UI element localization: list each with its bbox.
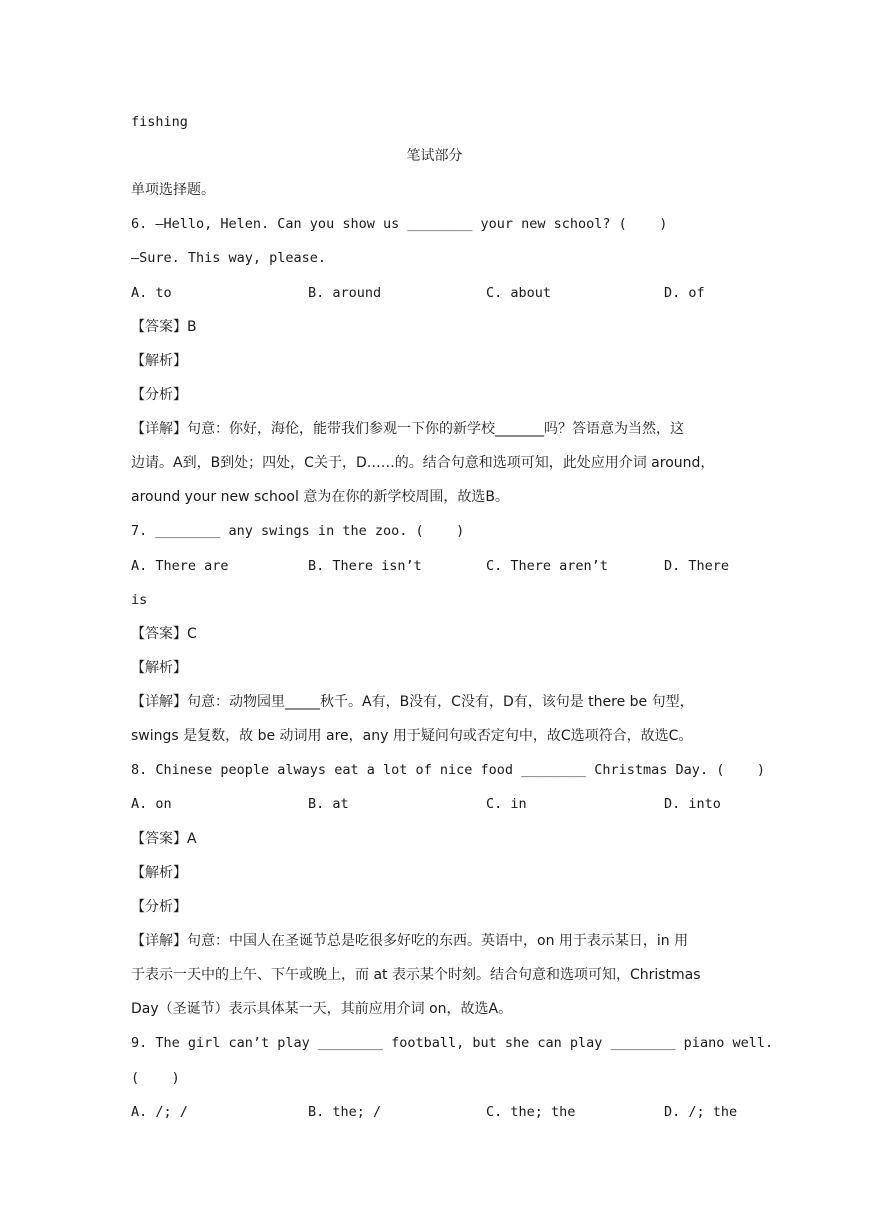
q7-option-d-continued: is: [131, 592, 148, 608]
q6-fenxi-label: 【分析】: [131, 387, 187, 403]
q7-analysis-label: 【解析】: [131, 660, 187, 676]
q7-option-b: B. There isn’t: [308, 558, 422, 574]
q6-option-a: A. to: [131, 285, 172, 301]
q9-option-c: C. the; the: [486, 1104, 576, 1120]
q8-stem: 8. Chinese people always eat a lot of nice food ________ Christmas Day. ( ): [131, 762, 765, 778]
q6-analysis-label: 【解析】: [131, 353, 187, 369]
q7-detail-line-1: 【详解】句意：动物园里_____秋千。A有，B没有，C没有，D有，该句是 there be 句型，: [131, 694, 694, 710]
q6-detail-line-2: 边请。A到，B到处；四处，C关于，D……的。结合句意和选项可知，此处应用介词 around，: [131, 455, 715, 471]
q6-detail-line-3: around your new school 意为在你的新学校周围，故选B。: [131, 489, 509, 505]
fishing-text: fishing: [131, 114, 188, 130]
q6-option-b: B. around: [308, 285, 382, 301]
q7-answer: 【答案】C: [131, 626, 197, 642]
q8-detail-line-2: 于表示一天中的上午、下午或晚上，而 at 表示某个时刻。结合句意和选项可知，Christmas: [131, 967, 701, 983]
q9-option-b: B. the; /: [308, 1104, 382, 1120]
q8-detail-line-1: 【详解】句意：中国人在圣诞节总是吃很多好吃的东西。英语中，on 用于表示某日，in 用: [131, 933, 689, 949]
q6-option-d: D. of: [664, 285, 705, 301]
q9-option-d: D. /; the: [664, 1104, 738, 1120]
q9-parenthesis: ( ): [131, 1070, 180, 1086]
q6-detail-line-1: 【详解】句意：你好，海伦，能带我们参观一下你的新学校_______吗？答语意为当然，这: [131, 421, 684, 437]
q7-option-a: A. There are: [131, 558, 229, 574]
q7-option-c: C. There aren’t: [486, 558, 608, 574]
q6-stem: 6. —Hello, Helen. Can you show us ________ your new school? ( ): [131, 216, 668, 232]
q9-option-a: A. /; /: [131, 1104, 188, 1120]
q7-stem: 7. ________ any swings in the zoo. ( ): [131, 523, 465, 539]
q8-option-b: B. at: [308, 796, 349, 812]
q6-answer: 【答案】B: [131, 319, 197, 335]
q8-fenxi-label: 【分析】: [131, 899, 187, 915]
q8-analysis-label: 【解析】: [131, 865, 187, 881]
q9-stem: 9. The girl can’t play ________ football, but she can play ________ piano well.: [131, 1035, 774, 1051]
q6-reply: —Sure. This way, please.: [131, 250, 327, 266]
q8-detail-line-3: Day（圣诞节）表示具体某一天，其前应用介词 on，故选A。: [131, 1001, 513, 1017]
q8-answer: 【答案】A: [131, 831, 197, 847]
q7-option-d: D. There: [664, 558, 730, 574]
q8-option-a: A. on: [131, 796, 172, 812]
q7-detail-line-2: swings 是复数，故 be 动词用 are，any 用于疑问句或否定句中，故C选项符合，故选C。: [131, 728, 693, 744]
q8-option-d: D. into: [664, 796, 721, 812]
section-subtitle: 单项选择题。: [131, 182, 215, 198]
section-title: 笔试部分: [406, 148, 463, 164]
q8-option-c: C. in: [486, 796, 527, 812]
q6-option-c: C. about: [486, 285, 552, 301]
